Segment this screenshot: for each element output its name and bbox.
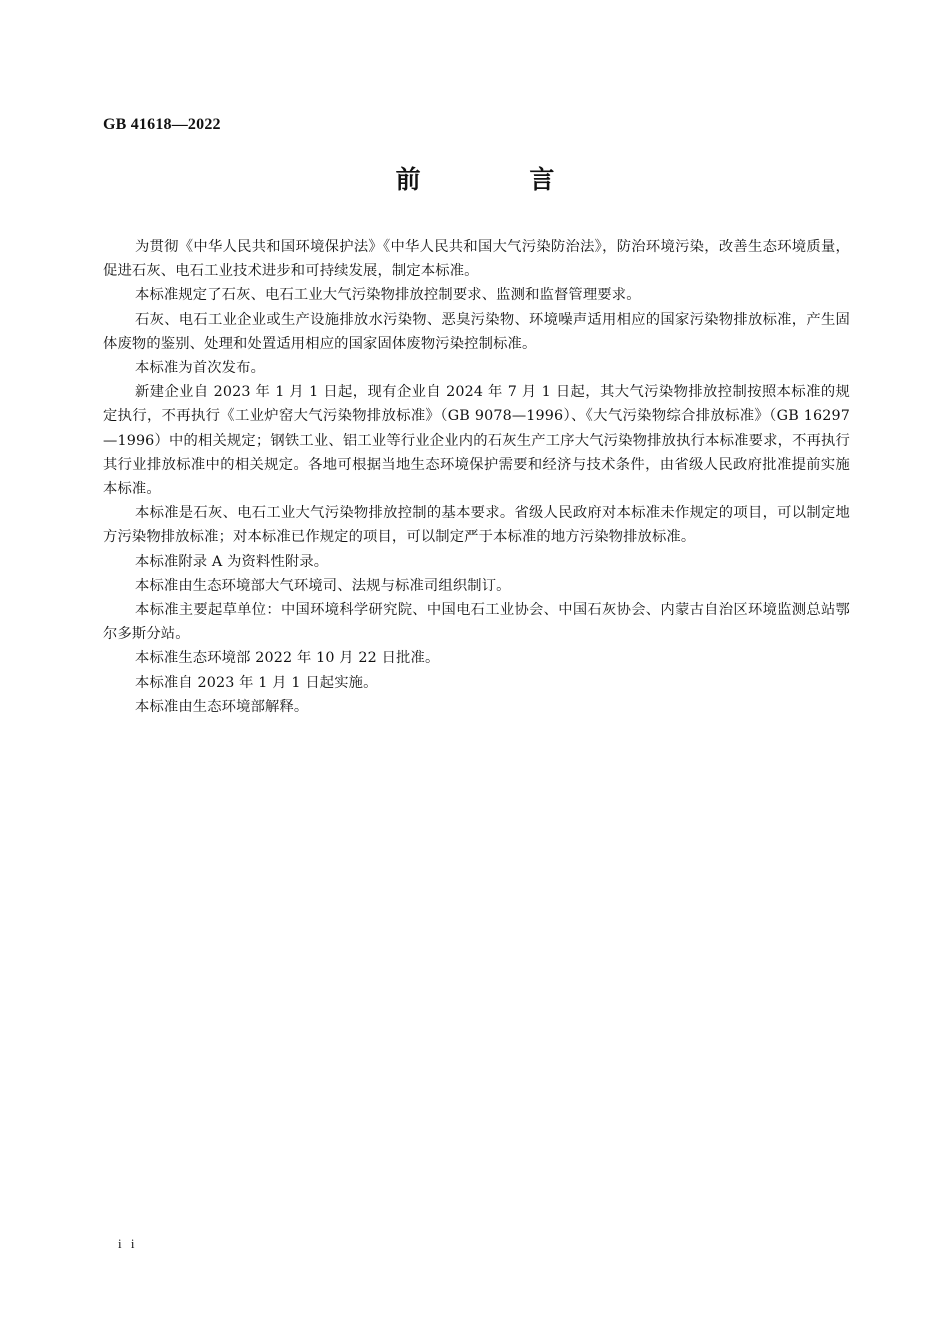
page-title: 前 言 [395, 165, 605, 194]
standard-number: GB 41618—2022 [103, 116, 221, 133]
paragraph-effective-date: 本标准自 2023 年 1 月 1 日起实施。 [135, 674, 378, 691]
paragraph-organizer: 本标准由生态环境部大气环境司、法规与标准司组织制订。 [135, 577, 511, 594]
paragraph-basic-requirements: 本标准是石灰、电石工业大气污染物排放控制的基本要求。省级人民政府对本标准未作规定的项目，可以制定地方污染物排放标准；对本标准已作规定的项目，可以制定严于本标准的地方污染物排放标准。 [103, 505, 850, 546]
paragraph-appendix: 本标准附录 A 为资料性附录。 [135, 553, 329, 570]
paragraph-approval: 本标准生态环境部 2022 年 10 月 22 日批准。 [135, 650, 440, 667]
paragraph-scope: 本标准规定了石灰、电石工业大气污染物排放控制要求、监测和监督管理要求。 [135, 287, 641, 304]
paragraph-interpretation: 本标准由生态环境部解释。 [135, 698, 309, 715]
page-number: i i [118, 1236, 138, 1251]
paragraph-first-release: 本标准为首次发布。 [135, 360, 266, 377]
paragraph-purpose: 为贯彻《中华人民共和国环境保护法》《中华人民共和国大气污染防治法》，防治环境污染，改善生态环境质量，促进石灰、电石工业技术进步和可持续发展，制定本标准。 [103, 239, 850, 280]
paragraph-implementation-dates: 新建企业自 2023 年 1 月 1 日起，现有企业自 2024 年 7 月 1 日起，其大气污染物排放控制按照本标准的规定执行，不再执行《工业炉窑大气污染物排放标准》（GB 9078—1996）、《大气污染物综合排放标准》（GB 16297—1996）中的相关规定；钢铁工业、铝工业等行业企业内的石灰生产工序大气污染物排放执行本标准要求，不再执行其行业排放标准中的相关规定。各地可根据当地生态环境保护需要和经济与技术条件，由省级人民政府批准提前实施本标准。 [103, 384, 850, 498]
foreword-body [103, 235, 850, 719]
paragraph-drafting-units: 本标准主要起草单位：中国环境科学研究院、中国电石工业协会、中国石灰协会、内蒙古自治区环境监测总站鄂尔多斯分站。 [103, 602, 850, 643]
paragraph-other-pollutants: 石灰、电石工业企业或生产设施排放水污染物、恶臭污染物、环境噪声适用相应的国家污染物排放标准，产生固体废物的鉴别、处理和处置适用相应的国家固体废物污染控制标准。 [103, 311, 850, 352]
